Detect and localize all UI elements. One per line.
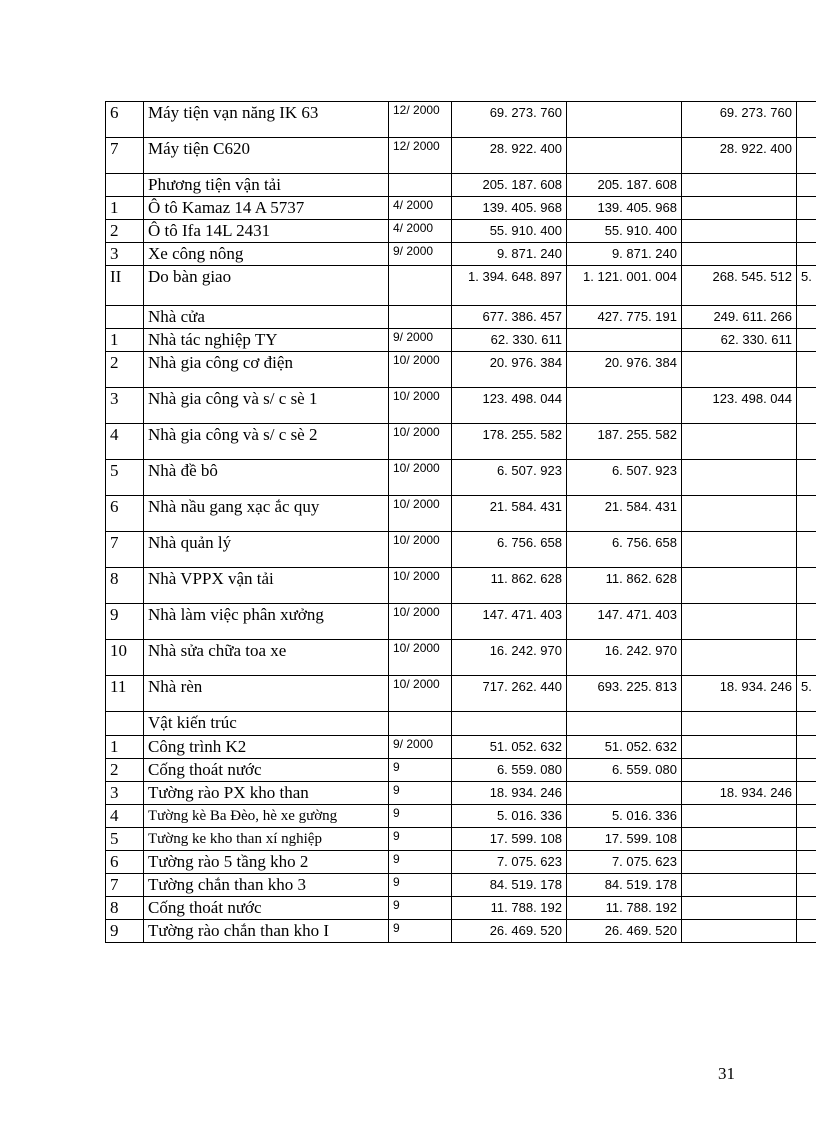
value-cell-2: 427. 775. 191 [567,306,682,329]
table-row [106,874,816,897]
stt-cell: 6 [106,102,144,138]
table-row [106,676,816,712]
stt-cell [106,306,144,329]
value-cell-2: 205. 187. 608 [567,174,682,197]
name-cell: Vật kiến trúc [144,712,389,736]
stt-cell: 2 [106,220,144,243]
name-cell: Nhà đề bô [144,460,389,496]
table-row [106,424,816,460]
value-cell-2: 6. 559. 080 [567,759,682,782]
stt-cell: 5 [106,460,144,496]
stt-cell: 10 [106,640,144,676]
name-cell: Nhà nầu gang xạc ắc quy [144,496,389,532]
value-cell-total: 69. 273. 760 [452,102,567,138]
date-cell [389,266,452,306]
value-cell-3 [682,197,797,220]
value-cell-total: 139. 405. 968 [452,197,567,220]
value-cell-2: 5. 016. 336 [567,805,682,828]
stt-cell: 7 [106,874,144,897]
name-cell: Ô tô Kamaz 14 A 5737 [144,197,389,220]
value-cell-2 [567,388,682,424]
stt-cell: 2 [106,352,144,388]
value-cell-2: 9. 871. 240 [567,243,682,266]
value-cell-3 [682,568,797,604]
stt-cell: 5 [106,828,144,851]
table-row [106,174,816,197]
value-cell-4 [797,782,816,805]
value-cell-3 [682,604,797,640]
value-cell-3 [682,712,797,736]
date-cell: 4/ 2000 [389,220,452,243]
name-cell: Cống thoát nước [144,759,389,782]
table-row [106,306,816,329]
date-cell: 9 [389,920,452,943]
value-cell-2: 147. 471. 403 [567,604,682,640]
table-row [106,220,816,243]
value-cell-4 [797,197,816,220]
date-cell: 12/ 2000 [389,102,452,138]
value-cell-total: 62. 330. 611 [452,329,567,352]
value-cell-4 [797,759,816,782]
table-row [106,352,816,388]
date-cell: 10/ 2000 [389,388,452,424]
name-cell: Tường rào chắn than kho I [144,920,389,943]
value-cell-4 [797,640,816,676]
value-cell-4 [797,306,816,329]
value-cell-4 [797,243,816,266]
value-cell-4 [797,604,816,640]
date-cell: 9 [389,782,452,805]
name-cell: Máy tiện C620 [144,138,389,174]
value-cell-4: 5. [797,676,816,712]
value-cell-4 [797,496,816,532]
value-cell-4 [797,138,816,174]
value-cell-total: 9. 871. 240 [452,243,567,266]
date-cell: 10/ 2000 [389,352,452,388]
value-cell-2 [567,782,682,805]
value-cell-2 [567,712,682,736]
value-cell-3 [682,460,797,496]
value-cell-total: 178. 255. 582 [452,424,567,460]
name-cell: Xe công nông [144,243,389,266]
value-cell-3 [682,920,797,943]
name-cell: Nhà gia công cơ điện [144,352,389,388]
table-row [106,266,816,306]
value-cell-3: 28. 922. 400 [682,138,797,174]
value-cell-total: 11. 788. 192 [452,897,567,920]
value-cell-4 [797,736,816,759]
stt-cell: 7 [106,138,144,174]
name-cell: Nhà gia công và s/ c sè 1 [144,388,389,424]
table-row [106,329,816,352]
stt-cell: 11 [106,676,144,712]
asset-table-body [106,102,816,943]
date-cell: 9 [389,897,452,920]
table-row [106,388,816,424]
value-cell-4 [797,102,816,138]
name-cell: Nhà tác nghiệp TY [144,329,389,352]
date-cell: 10/ 2000 [389,496,452,532]
value-cell-3: 18. 934. 246 [682,782,797,805]
table-row [106,782,816,805]
value-cell-2: 51. 052. 632 [567,736,682,759]
value-cell-4 [797,220,816,243]
value-cell-2: 6. 507. 923 [567,460,682,496]
value-cell-2: 17. 599. 108 [567,828,682,851]
name-cell: Tường chắn than kho 3 [144,874,389,897]
value-cell-total: 677. 386. 457 [452,306,567,329]
value-cell-total: 17. 599. 108 [452,828,567,851]
value-cell-2: 20. 976. 384 [567,352,682,388]
table-row [106,712,816,736]
value-cell-3: 18. 934. 246 [682,676,797,712]
stt-cell: 2 [106,759,144,782]
date-cell: 9 [389,805,452,828]
value-cell-total: 84. 519. 178 [452,874,567,897]
date-cell: 9/ 2000 [389,243,452,266]
stt-cell: 3 [106,782,144,805]
name-cell: Nhà sửa chữa toa xe [144,640,389,676]
value-cell-4 [797,532,816,568]
date-cell: 10/ 2000 [389,568,452,604]
table-row [106,736,816,759]
date-cell [389,174,452,197]
value-cell-total: 205. 187. 608 [452,174,567,197]
value-cell-3 [682,174,797,197]
date-cell: 10/ 2000 [389,604,452,640]
stt-cell: 4 [106,805,144,828]
stt-cell: 3 [106,388,144,424]
date-cell: 10/ 2000 [389,532,452,568]
value-cell-total: 147. 471. 403 [452,604,567,640]
value-cell-4 [797,174,816,197]
name-cell: Máy tiện vạn năng IK 63 [144,102,389,138]
value-cell-total: 6. 507. 923 [452,460,567,496]
value-cell-total: 6. 559. 080 [452,759,567,782]
table-row [106,828,816,851]
value-cell-3: 62. 330. 611 [682,329,797,352]
table-row [106,568,816,604]
value-cell-2: 26. 469. 520 [567,920,682,943]
date-cell [389,712,452,736]
value-cell-2: 11. 788. 192 [567,897,682,920]
value-cell-4 [797,352,816,388]
stt-cell: 9 [106,604,144,640]
value-cell-2: 21. 584. 431 [567,496,682,532]
value-cell-3 [682,640,797,676]
date-cell: 12/ 2000 [389,138,452,174]
table-row [106,496,816,532]
table-row [106,604,816,640]
stt-cell: 9 [106,920,144,943]
date-cell: 10/ 2000 [389,460,452,496]
value-cell-3: 268. 545. 512 [682,266,797,306]
stt-cell: 7 [106,532,144,568]
name-cell: Tường rào 5 tầng kho 2 [144,851,389,874]
stt-cell: 1 [106,329,144,352]
value-cell-total: 51. 052. 632 [452,736,567,759]
name-cell: Nhà cửa [144,306,389,329]
value-cell-3 [682,805,797,828]
name-cell: Nhà VPPX vận tải [144,568,389,604]
value-cell-2: 84. 519. 178 [567,874,682,897]
table-row [106,805,816,828]
stt-cell: 1 [106,197,144,220]
name-cell: Nhà quản lý [144,532,389,568]
value-cell-3 [682,736,797,759]
name-cell: Ô tô Ifa 14L 2431 [144,220,389,243]
value-cell-total: 20. 976. 384 [452,352,567,388]
value-cell-3 [682,424,797,460]
value-cell-4 [797,920,816,943]
date-cell: 10/ 2000 [389,640,452,676]
name-cell: Tường ke kho than xí nghiệp [144,828,389,851]
value-cell-4 [797,424,816,460]
page-number: 31 [718,1064,735,1083]
value-cell-4 [797,460,816,496]
date-cell: 9/ 2000 [389,329,452,352]
date-cell: 9 [389,874,452,897]
value-cell-3 [682,532,797,568]
table-row [106,243,816,266]
name-cell: Cống thoát nước [144,897,389,920]
value-cell-total: 16. 242. 970 [452,640,567,676]
value-cell-2 [567,138,682,174]
stt-cell: 1 [106,736,144,759]
table-row [106,759,816,782]
date-cell: 9/ 2000 [389,736,452,759]
date-cell: 9 [389,759,452,782]
value-cell-total: 6. 756. 658 [452,532,567,568]
value-cell-4 [797,874,816,897]
stt-cell: 8 [106,568,144,604]
value-cell-4 [797,329,816,352]
date-cell: 9 [389,828,452,851]
stt-cell: 6 [106,496,144,532]
value-cell-4 [797,805,816,828]
value-cell-3 [682,496,797,532]
value-cell-3: 249. 611. 266 [682,306,797,329]
table-row [106,532,816,568]
value-cell-2: 7. 075. 623 [567,851,682,874]
value-cell-3 [682,897,797,920]
value-cell-total: 21. 584. 431 [452,496,567,532]
value-cell-2 [567,102,682,138]
value-cell-2: 139. 405. 968 [567,197,682,220]
stt-cell: II [106,266,144,306]
name-cell: Nhà gia công và s/ c sè 2 [144,424,389,460]
date-cell: 9 [389,851,452,874]
value-cell-4 [797,851,816,874]
stt-cell [106,712,144,736]
value-cell-total: 717. 262. 440 [452,676,567,712]
value-cell-4 [797,712,816,736]
name-cell: Do bàn giao [144,266,389,306]
name-cell: Công trình K2 [144,736,389,759]
value-cell-3 [682,220,797,243]
value-cell-3 [682,243,797,266]
table-row [106,920,816,943]
value-cell-total: 26. 469. 520 [452,920,567,943]
value-cell-3: 69. 273. 760 [682,102,797,138]
value-cell-total: 18. 934. 246 [452,782,567,805]
value-cell-total: 28. 922. 400 [452,138,567,174]
table-row [106,197,816,220]
value-cell-4 [797,897,816,920]
stt-cell: 3 [106,243,144,266]
asset-table [105,101,816,943]
value-cell-3 [682,828,797,851]
value-cell-2: 693. 225. 813 [567,676,682,712]
value-cell-3 [682,851,797,874]
value-cell-4 [797,828,816,851]
value-cell-2 [567,329,682,352]
value-cell-4: 5. [797,266,816,306]
date-cell: 10/ 2000 [389,676,452,712]
value-cell-4 [797,388,816,424]
value-cell-2: 11. 862. 628 [567,568,682,604]
value-cell-3 [682,874,797,897]
name-cell: Tường kè Ba Đèo, hè xe gường [144,805,389,828]
value-cell-total [452,712,567,736]
value-cell-2: 6. 756. 658 [567,532,682,568]
value-cell-2: 1. 121. 001. 004 [567,266,682,306]
value-cell-2: 16. 242. 970 [567,640,682,676]
table-row [106,138,816,174]
stt-cell [106,174,144,197]
table-row [106,102,816,138]
value-cell-total: 1. 394. 648. 897 [452,266,567,306]
stt-cell: 8 [106,897,144,920]
value-cell-2: 187. 255. 582 [567,424,682,460]
name-cell: Nhà rèn [144,676,389,712]
name-cell: Nhà làm việc phân xưởng [144,604,389,640]
value-cell-2: 55. 910. 400 [567,220,682,243]
name-cell: Tường rào PX kho than [144,782,389,805]
date-cell: 4/ 2000 [389,197,452,220]
table-row [106,897,816,920]
value-cell-total: 11. 862. 628 [452,568,567,604]
value-cell-total: 55. 910. 400 [452,220,567,243]
stt-cell: 6 [106,851,144,874]
stt-cell: 4 [106,424,144,460]
value-cell-3 [682,759,797,782]
value-cell-total: 123. 498. 044 [452,388,567,424]
date-cell: 10/ 2000 [389,424,452,460]
table-row [106,851,816,874]
value-cell-total: 5. 016. 336 [452,805,567,828]
value-cell-3: 123. 498. 044 [682,388,797,424]
name-cell: Phương tiện vận tải [144,174,389,197]
date-cell [389,306,452,329]
value-cell-3 [682,352,797,388]
value-cell-total: 7. 075. 623 [452,851,567,874]
table-row [106,460,816,496]
table-row [106,640,816,676]
value-cell-4 [797,568,816,604]
